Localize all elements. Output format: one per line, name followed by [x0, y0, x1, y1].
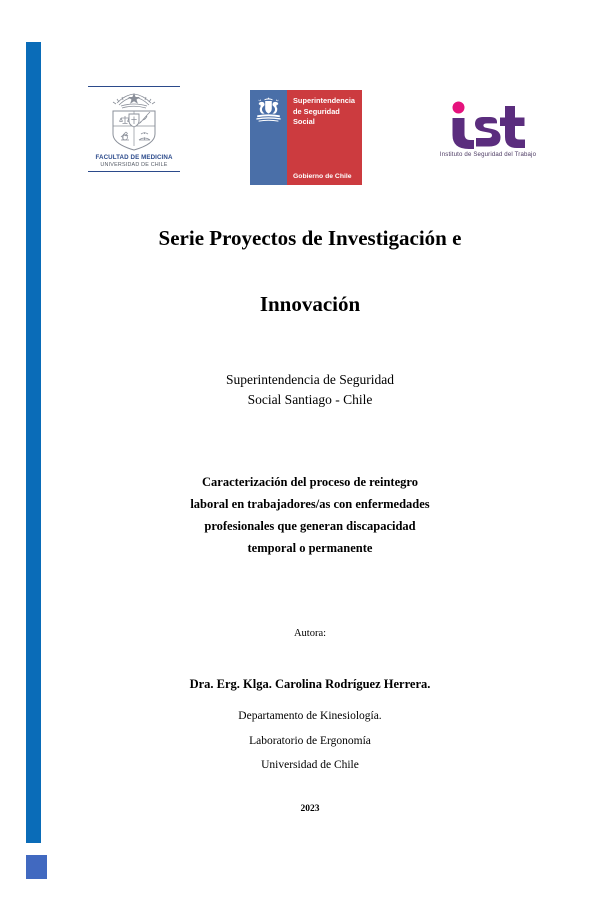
divider: [88, 86, 180, 87]
organization-line-2: Social Santiago - Chile: [247, 391, 373, 407]
government-logo: [250, 90, 362, 185]
research-title-line-2: laboral en trabajadores/as con enfermedades: [190, 496, 430, 511]
left-accent-square: [26, 855, 47, 879]
chile-coat-of-arms-icon: [254, 96, 283, 124]
university-faculty-name: FACULTAD DE MEDICINA: [95, 154, 173, 161]
publication-year: 2023: [300, 804, 320, 814]
series-title: [60, 228, 560, 315]
author-affiliations: [60, 704, 560, 778]
flag-red-panel: [287, 90, 362, 185]
university-logo: [88, 86, 180, 182]
organization-line-1: Superintendencia de Seguridad: [226, 372, 394, 387]
research-title-line-4: temporal o permanente: [247, 540, 373, 555]
research-title-line-1: Caracterización del proceso de reintegro: [202, 475, 418, 489]
affiliation-line: Departamento de Kinesiología.: [238, 710, 382, 722]
affiliation-line: Laboratorio de Ergonomía: [249, 734, 371, 747]
research-title: [120, 472, 500, 560]
research-title-line-3: profesionales que generan discapacidad: [204, 518, 416, 533]
divider: [88, 171, 180, 172]
author-name: Dra. Erg. Klga. Carolina Rodríguez Herrera.: [189, 677, 431, 691]
university-shield-icon: [99, 90, 169, 152]
left-accent-bar: [26, 42, 41, 843]
ist-tagline: Instituto de Seguridad del Trabajo: [439, 151, 537, 158]
ist-logo: [418, 100, 558, 174]
government-logo-footer: Gobierno de Chile: [293, 173, 352, 180]
affiliation-line: Universidad de Chile: [261, 759, 359, 772]
university-name: UNIVERSIDAD DE CHILE: [100, 162, 168, 169]
flag-blue-panel: [250, 90, 287, 185]
organization-block: [60, 370, 560, 409]
author-label: Autora:: [293, 628, 327, 639]
series-title-line-1: Serie Proyectos de Investigación e: [158, 226, 462, 250]
ist-wordmark-icon: [445, 100, 531, 150]
series-title-line-2: Innovación: [259, 292, 361, 316]
logo-row: [70, 82, 560, 192]
government-logo-title: Superintendencia de Seguridad Social: [293, 96, 356, 127]
university-logo-text: [95, 154, 172, 168]
